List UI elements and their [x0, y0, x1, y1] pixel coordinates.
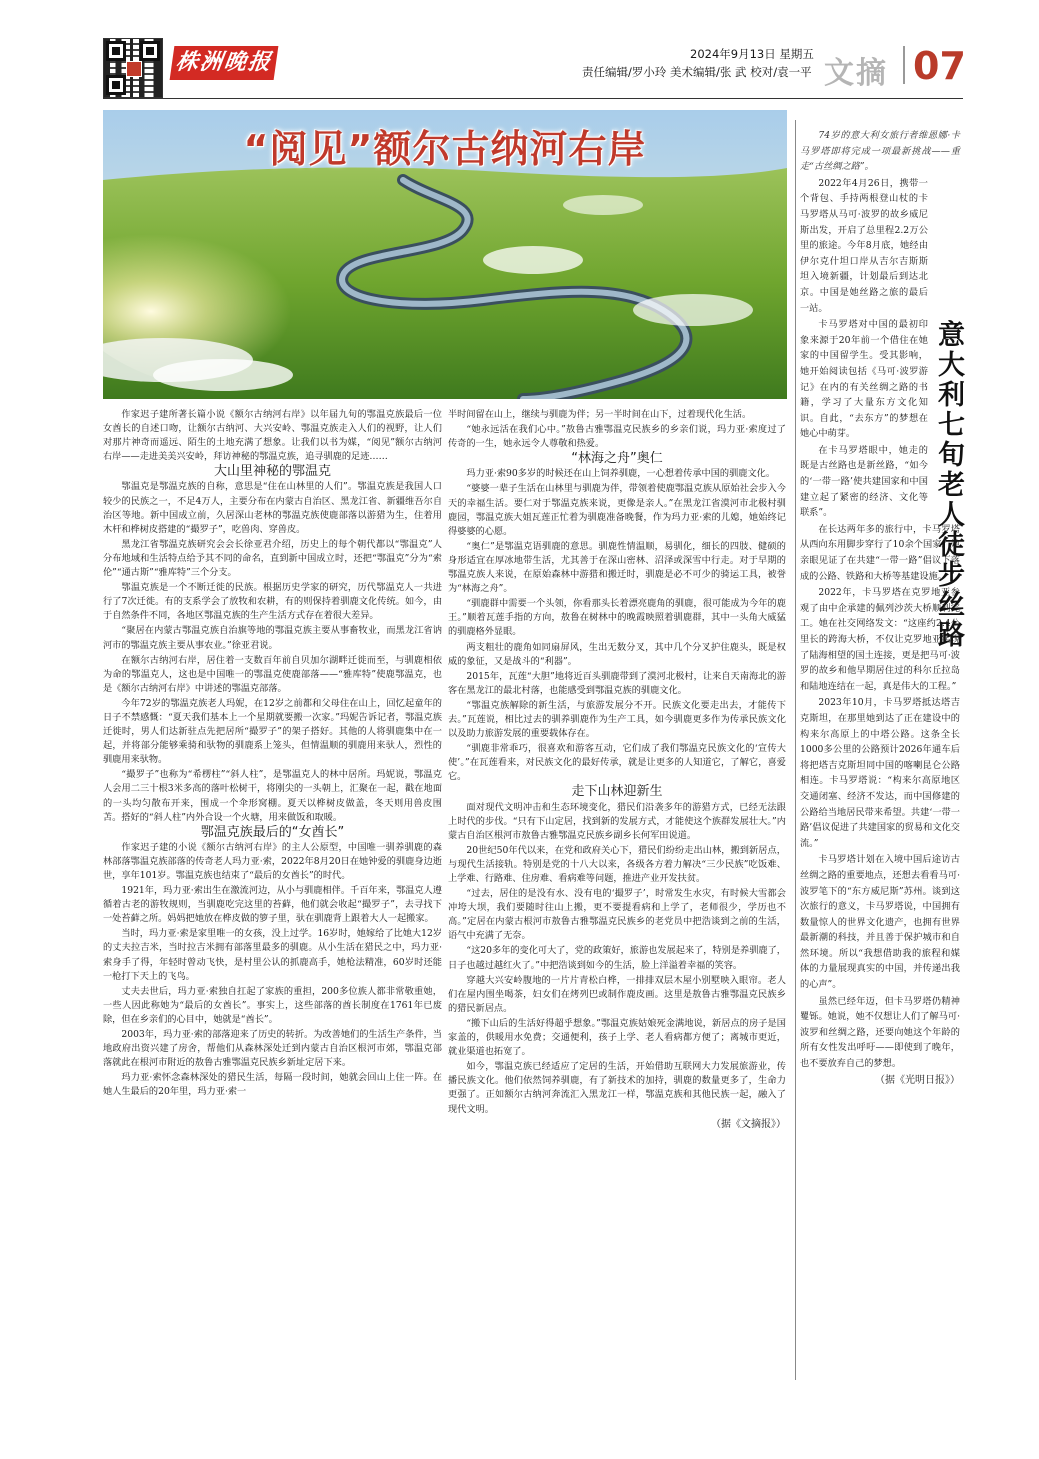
subheading-3: “林海之舟”奥仁	[571, 451, 663, 467]
sidebar-credit: （据《光明日报》）	[875, 1074, 960, 1086]
paragraph: 2003年，玛力亚·索的部落迎来了历史的转折。为改善她们的生活生产条件，当地政府出资兴建了房舍，帮他们从森林深处迁到内蒙古自治区根河市郊，鄂温克部落就此在根河市附近的敖鲁古雅鄂温克民族乡新址定居下来。	[103, 1029, 442, 1069]
paragraph: 两支粗壮的鹿角如同扇屏风，生出无数分叉，其中几个分叉护住鹿头，既是权威的象征，又是战斗的“利器”。	[448, 641, 786, 667]
paragraph: 2022年4月26日，携带一个背包、手持两根登山杖的卡马罗塔从马可·波罗的故乡威尼斯出发，开启了总里程2.2万公里的旅途。今年8月底，她经由伊尔克什坦口岸从吉尔吉斯斯坦入境新疆，计划最后到达北京。中国是她丝路之旅的最后一站。	[800, 177, 928, 314]
subheading-2: 鄂温克族最后的“女酋长”	[200, 824, 345, 840]
sidebar-article	[800, 128, 960, 1089]
paragraph: “驯鹿群中需要一个头领，你看那头长着漂亮鹿角的驯鹿，很可能成为今年的鹿王。”顺着瓦莲手指的方向，敖鲁在树林中的晚霞映照着驯鹿群，其中一头角大威猛的驯鹿格外显眼。	[448, 598, 786, 638]
paragraph: 丈夫去世后，玛力亚·索独自扛起了家族的重担，200多位族人都非常敬重她，一些人因此称她为“最后的女酋长”。事实上，这些部落的酋长制度在1761年已废除，但在乡亲们的心目中，她就是“酋长”。	[103, 985, 442, 1025]
paragraph: 卡马罗塔计划在入境中国后途访古丝绸之路的重要地点，还想去看看马可·波罗笔下的“东方威尼斯”苏州。谈到这次旅行的意义，卡马罗塔说，中国拥有数量惊人的世界文化遗产，也拥有世界最新潮的科技，并且善于保护城市和自然环境。所以“我想借助我的旅程和媒体的力量展现真实的中国，并传递出我的心声”。	[800, 854, 960, 991]
sidebar-intro: 74岁的意大利女旅行者维恩娜·卡马罗塔即将完成一项最新挑战——重走“古丝绸之路”。	[800, 130, 960, 173]
section-name: 文摘	[824, 56, 888, 91]
paragraph: “驯鹿非常乖巧，很喜欢和游客互动，它们成了我们鄂温克民族文化的‘宣传大使’。”在瓦莲看来，对民族文化的最好传承，就是让更多的人知道它，了解它，喜爱它。	[448, 743, 786, 783]
paragraph: 玛力亚·索90多岁的时候还在山上饲养驯鹿，一心想着传承中国的驯鹿文化。	[466, 468, 776, 480]
article-column-1	[103, 408, 442, 1376]
paragraph: “奥仁”是鄂温克语驯鹿的意思。驯鹿性情温顺，易驯化，细长的四肢、健硕的身形适宜在厚冰地带生活，尤其善于在深山密林、沼泽或深雪中行走。对于早期的鄂温克族人来说，在原始森林中游猎和搬迁时，驯鹿是必不可少的骑运工具，被誉为“林海之舟”。	[448, 540, 786, 595]
paragraph: 黑龙江省鄂温克族研究会会长徐亚君介绍，历史上的每个朝代都以“鄂温克”人分布地域和生活特点给予其不同的命名，直到新中国成立时，还把“鄂温克”分为“索伦”“通古斯”“雅库特”三个分支。	[103, 538, 442, 579]
paragraph: “撮罗子”也称为“希楞柱”“斜人柱”，是鄂温克人的林中居所。玛妮说，鄂温克人会用二三十根3米多高的落叶松树干，将刚尖的一头朝上，汇聚在一起，戳在地面的一头均匀散布开来，围成一个伞形窝棚。夏天以桦树皮做盖，冬天则用兽皮围苫。搭好的“斜人柱”内外合设一个火塘，用来做饭和取暖。	[103, 769, 442, 823]
column-divider	[795, 120, 796, 1380]
paragraph: 20世纪50年代以来，在党和政府关心下，猎民们纷纷走出山林，搬到新居点，与现代生活接轨。特别是党的十八大以来，各级各方着力解决“三少民族”吃饭难、上学难、行路难、住房难、看病难等问题，推进产业开发扶贫。	[448, 844, 786, 884]
paragraph: 今年72岁的鄂温克族老人玛妮，在12岁之前都和父母住在山上，回忆起童年的日子不禁感慨：“夏天我们基本上一个星期就要搬一次家。”玛妮告诉记者，鄂温克族迁徙时，男人们达新驻点先把居所“撮罗子”的架子搭好。其他的人将驯鹿集中在一起，并将部分能够乘骑和驮物的驯鹿系上笼头，但情温顺的驯鹿用来驮人，烈性的驯鹿用来驮物。	[103, 697, 442, 766]
paragraph: 在长达两年多的旅行中，卡马罗塔从西向东用脚步穿行了10余个国家。她亲眼见证了在共建“一带一路”倡议下落成的公路、铁路和大桥等基建设施。	[800, 523, 960, 582]
paragraph: 半时间留在山上，继续与驯鹿为伴；另一半时间在山下，过着现代化生活。	[448, 409, 752, 420]
header-rule	[103, 98, 963, 99]
subheading-4: 走下山林迎新生	[571, 784, 663, 800]
paragraph: “这20多年的变化可大了，党的政策好，旅游也发展起来了，特别是养驯鹿了，日子也越过越红火了。”中把浩谈到如今的生活，脸上洋溢着幸福的笑容。	[448, 945, 786, 971]
paragraph: “聚居在内蒙古鄂温克族自治旗等地的鄂温克族主要从事畜牧业，而黑龙江省讷河市的鄂温克族主要从事农业。”徐亚君说。	[103, 625, 442, 651]
qr-code-icon[interactable]	[103, 38, 163, 98]
paragraph: 作家迟子建的小说《额尔古纳河右岸》的主人公原型，中国唯一驯养驯鹿的森林部落鄂温克族部落的传奇老人玛力亚·索，2022年8月20日在她钟爱的驯鹿身边逝世，享年101岁。鄂温克族也结束了“最后的女酋长”的时代。	[103, 841, 442, 881]
article-title: “阅见”额尔古纳河右岸	[243, 127, 647, 171]
hero-photo	[103, 110, 787, 399]
paragraph: 鄂温克族是一个不断迁徙的民族。根据历史学家的研究，历代鄂温克人一共进行了7次迁徙。有的支系学会了放牧和农耕，有的则保持着驯鹿文化传统。如今，由于自然条件不同，各地区鄂温克族的生产生活方式存在着很大差异。	[103, 582, 442, 622]
paragraph: 如今，鄂温克族已经适应了定居的生活，开始借助互联网大力发展旅游业，传播民族文化。他们依然饲养驯鹿，有了新技术的加持，驯鹿的数量更多了，生命力更强了。正如额尔古纳河奔流汇入黑龙江一样，鄂温克族和其他民族一起，融入了现代文明。	[448, 1061, 786, 1115]
editor-credits: 责任编辑/罗小玲 美术编辑/张 武 校对/袁一平	[582, 65, 812, 79]
paragraph: “搬下山后的生活好得超乎想象。”鄂温克族姑娘死金满地说，新居点的房子是国家盖的，供暖用水免费；交通便利，孩子上学、老人看病都方便了；离城市更近，就业渠道也拓宽了。	[448, 1017, 786, 1058]
newspaper-logo: 株洲晚报	[170, 46, 279, 80]
source-credit: （据《文摘报》）	[711, 1118, 786, 1130]
paragraph: 在卡马罗塔眼中，她走的既是古丝路也是新丝路，“如今的‘一带一路’使共建国家和中国建立起了紧密的经济、文化等联系”。	[800, 444, 928, 519]
issue-date: 2024年9月13日 星期五	[690, 47, 814, 61]
paragraph: 2022年，卡马罗塔在克罗地亚参观了由中企承建的佩列沙茨大桥顺利完工。她在社交网络发文：“这座约2.4公里长的跨海大桥，不仅让克罗地亚实现了陆海相望的国土连接，更是把马可·波罗的故乡和他早期居住过的科尔丘拉岛和陆地连结在一起，真是伟大的工程。”	[800, 587, 960, 692]
paragraph: 1921年，玛力亚·索出生在激流河边，从小与驯鹿相伴。千百年来，鄂温克人遵循着古老的游牧规则，当驯鹿吃完这里的苔藓，他们就会收起“撮罗子”，去寻找下一处苔藓之所。妈妈把她放在桦皮做的箩子里，驮在驯鹿背上跟着大人一起搬家。	[103, 885, 442, 925]
paragraph: 在额尔古纳河右岸，居住着一支数百年前自贝加尔湖畔迁徙而至，与驯鹿相依为命的鄂温克人，这也是中国唯一的鄂温克使鹿部落——“雅库特”使鹿鄂温克，也是《额尔古纳河右岸》中讲述的鄂温克部落。	[103, 654, 442, 694]
paragraph: 2023年10月，卡马罗塔抵达塔吉克斯坦，在那里她到达了正在建设中的构来尔高原上的中塔公路。这条全长1000多公里的公路预计2026年通车后将把塔吉克斯坦同中国的喀喇昆仑公路相连。卡马罗塔说：“构来尔高原地区交通闭塞、经济不发达，而中国修建的公路给当地居民带来希望。共建‘一带一路’倡议促进了共建国家的贸易和文化交流。”	[800, 697, 960, 849]
paragraph: “她永远活在我们心中。”敖鲁古雅鄂温克民族乡的乡亲们说，玛力亚·索度过了传奇的一生，她永远令人尊敬和热爱。	[448, 424, 786, 450]
paragraph: 2015年，瓦莲“大胆”地将近百头驯鹿带到了漠河北极村，让来自天南海北的游客在黑龙江的最北村落，也能感受到鄂温克族的驯鹿文化。	[448, 670, 786, 696]
paragraph: “鄂温克族解除的新生活，与旅游发展分不开。民族文化要走出去，才能传下去。”瓦莲说，相比过去的驯养驯鹿作为生产工具，如今驯鹿更多作为传承民族文化以及助力旅游发展的重要载体存在。	[448, 699, 786, 740]
paragraph: 当时，玛力亚·索是家里唯一的女孩，没上过学。16岁时，她嫁给了比她大12岁的丈夫拉吉米，当时拉吉米拥有部落里最多的驯鹿。从小生活在猎民之中，玛力亚·索身手了得，年轻时曾动飞快，是村里公认的抓鹿高手，她枪法精准，60岁时还能一枪打下天上的飞鸟。	[103, 928, 442, 982]
subheading-1: 大山里神秘的鄂温克	[213, 464, 331, 480]
sidebar-title: 意大利七旬老人徒步丝路	[933, 320, 964, 650]
paragraph: 面对现代文明冲击和生态环境变化，猎民们沿袭多年的游猎方式，已经无法跟上时代的步伐。“只有下山定居，找到新的发展方式，才能使这个族群发展壮大。”内蒙古自治区根河市敖鲁古雅鄂温克民族乡副乡长何军田说道。	[448, 801, 786, 841]
page-number: 07	[913, 44, 966, 88]
article-lead: 作家迟子建所著长篇小说《额尔古纳河右岸》以年届九旬的鄂温克族最后一位女酋长的自述口吻，让额尔古纳河、大兴安岭、鄂温克族走入人们的视野，让人们对那片神奇而遥远、陌生的土地充满了想象。让我们以书为媒，“阅见”额尔古纳河右岸——走进美美兴安岭，拜访神秘的鄂温克族，追寻驯鹿的足迹……	[103, 409, 442, 463]
paragraph: 穿越大兴安岭腹地的一片片青松白桦，一排排双层木屋小别墅映入眼帘。老人们在屋内围坐喝茶，妇女们在烤列巴或制作鹿皮画。这里是敖鲁古雅鄂温克民族乡的猎民新居点。	[448, 974, 786, 1014]
paragraph: 虽然已经年迈，但卡马罗塔仍精神矍铄。她说，她不仅想让人们了解马可·波罗和丝绸之路，还要向她这个年龄的所有女性发出呼吁——即使到了晚年，也不要放弃自己的梦想。	[800, 995, 960, 1070]
paragraph: 玛力亚·索怀念森林深处的猎民生活，每隔一段时间，她就会回山上住一阵。在她人生最后的20年里，玛力亚·索一	[103, 1072, 442, 1098]
paragraph: 鄂温克是鄂温克族的自称，意思是“住在山林里的人们”。鄂温克族是我国人口较少的民族之一，不足4万人，主要分布在内蒙古自治区、黑龙江省、新疆维吾尔自治区等地。新中国成立前，久居深山老林的鄂温克族使鹿部落以游猎为生，住着用木杆和桦树皮搭建的“撮罗子”，吃兽肉、穿兽皮。	[103, 481, 442, 535]
paragraph: 卡马罗塔对中国的最初印象来源于20年前一个借住在她家的中国留学生。受其影响，她开始阅读包括《马可·波罗游记》在内的有关丝绸之路的书籍，学习了大量东方文化知识。自此，“去东方”的梦想在她心中萌芽。	[800, 319, 928, 440]
article-column-2	[448, 408, 786, 1376]
paragraph: “过去，居住的是没有水、没有电的‘撮罗子’，时常发生水灾，有时候大雪都会冲垮大坝，我们要随时往山上搬，更不要提看病和上学了，老师很少，学历也不高。”定居在内蒙古根河市敖鲁古雅鄂温克民族乡的老党员中把浩谈到之前的生活，语气中充满了无奈。	[448, 888, 786, 942]
header-divider	[903, 46, 905, 84]
paragraph: “婆婆一辈子生活在山林里与驯鹿为伴，带领着使鹿鄂温克族从原始社会步入今天的幸福生活。要仁对于鄂温克族来说，更像是亲人。”在黑龙江省漠河市北极村驯鹿园，鄂温克族大姐瓦莲正忙着为驯鹿准备晚餐，作为玛力亚·索的儿媳，她始终记得婆婆的心愿。	[448, 483, 786, 537]
